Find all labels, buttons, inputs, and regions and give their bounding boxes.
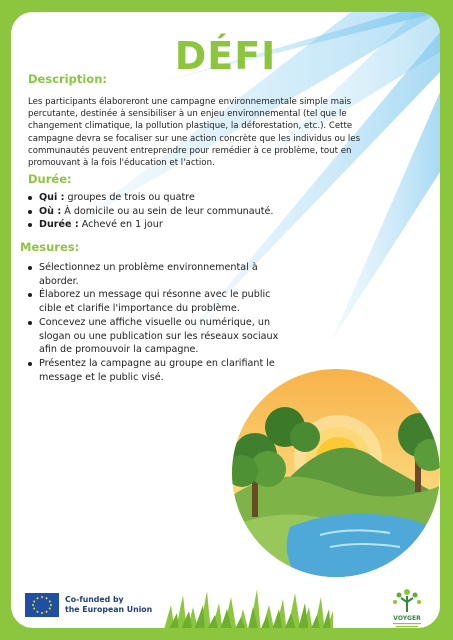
who-text: groupes de trois ou quatre [64,192,195,203]
list-item [25,191,365,205]
grass-illustration [163,585,333,628]
logo-text: VOYGER [393,615,421,622]
list-item [25,205,365,219]
list-item: Sélectionnez un problème environnemental à aborder. [25,261,287,288]
landscape-illustration [230,367,440,579]
description-text: Les participants élaboreront une campagne environnementale simple mais percutante, destinée à sensibiliser à un enjeu environnemental (tel que le changement climatique, la pollution plastique, la déforestation, etc.). Cette campagne devra se focaliser sur une action concrète que les individus ou les communautés peuvent entreprendre pour remédier à ce problème, tout en promouvant à la fois l'éducation et l'action. [28,97,361,169]
list-item [25,218,365,232]
eu-flag-icon [25,593,59,617]
duration-heading: Durée: [28,172,72,186]
duration-text: Achevé en 1 jour [78,219,163,231]
where-text: À domicile ou au sein de leur communauté. [61,205,274,217]
list-item: Élaborez un message qui résonne avec le public cible et clarifie l'importance du problème. [25,288,287,315]
measures-list [25,261,287,384]
eu-cofunded-badge [25,593,152,617]
eu-cofunded-text [65,595,152,615]
content-card [11,12,440,628]
eu-line-1: Co-funded by [65,595,124,604]
list-item: Présentez la campagne au groupe en clarifiant le message et le public visé. [25,357,287,384]
description-heading: Description: [28,72,107,86]
measures-heading: Mesures: [20,240,80,254]
who-label: Qui : [39,192,65,203]
duration-label: Durée : [39,219,79,231]
list-item: Concevez une affiche visuelle ou numérique, un slogan ou une publication sur les réseaux sociaux afin de promouvoir la campagne. [25,316,287,357]
page-title: DÉFI [174,34,277,78]
voyger-logo-icon [385,586,429,628]
eu-line-2: the European Union [65,605,153,614]
where-label: Où : [39,205,62,217]
duration-list [25,191,365,232]
